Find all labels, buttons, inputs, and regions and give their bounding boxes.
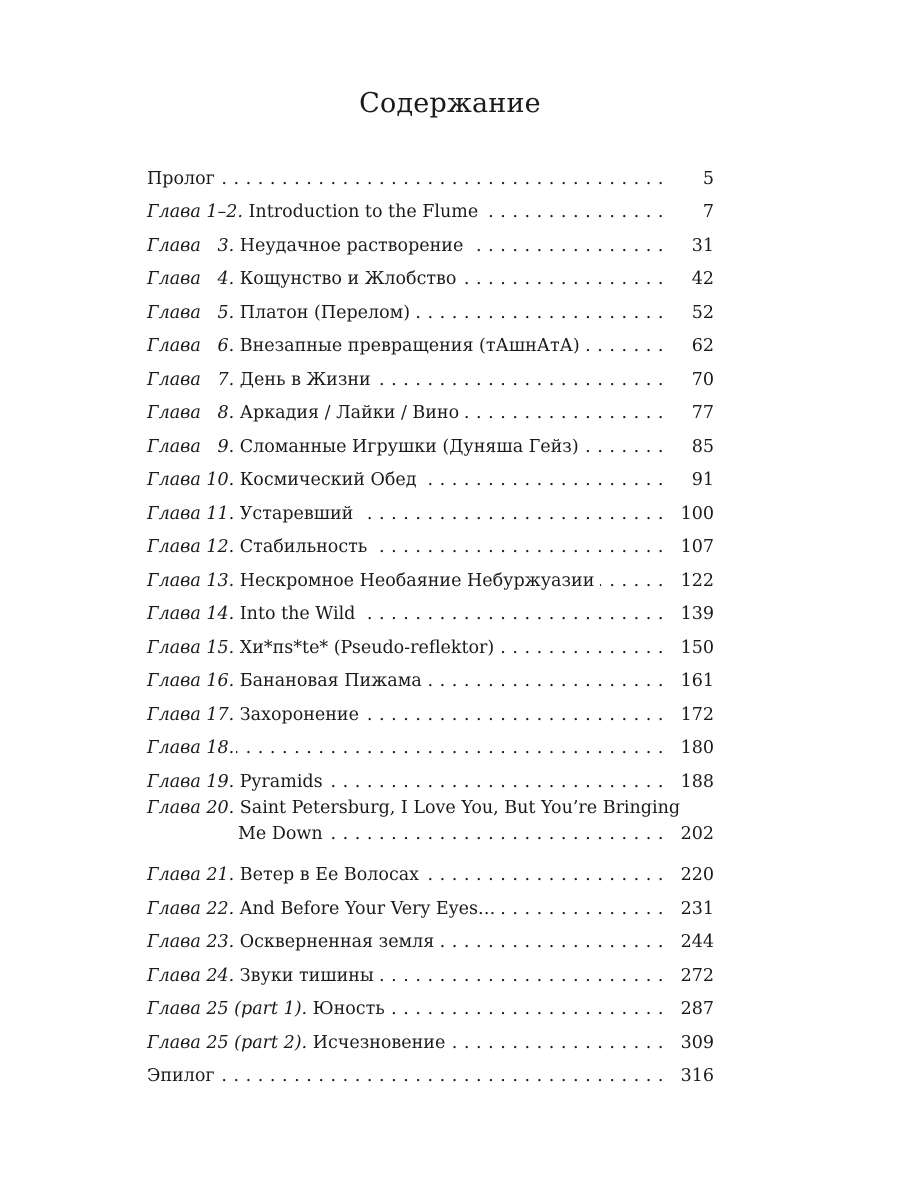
dot-leader: [329, 821, 664, 847]
chapter-label: Глава 15.: [147, 637, 235, 658]
toc-page-number: 100: [680, 503, 714, 524]
chapter-label: Глава 1–2.: [147, 202, 243, 222]
dot-leader: [585, 434, 664, 460]
toc-entry: [147, 694, 714, 728]
toc-entry-title: And Before Your Very Eyes…: [239, 898, 496, 919]
dot-leader: [600, 568, 664, 594]
chapter-label: Глава 21.: [147, 865, 235, 885]
chapter-label: Глава 22.: [147, 898, 235, 919]
toc-entry: [147, 259, 714, 293]
toc-entry-epilogue: [147, 1056, 714, 1090]
chapter-label: Глава 8.: [147, 403, 235, 423]
toc-entry-title: Saint Petersburg, I Love You, But You’re Bringing: [239, 797, 681, 818]
toc-entry-title: Аркадия / Лайки / Вино: [239, 403, 460, 423]
dot-leader: [221, 166, 664, 192]
toc-page-number: 180: [680, 738, 714, 758]
toc-entry-title: Introduction to the Flume: [248, 202, 479, 222]
toc-entry-title: Звуки тишины: [239, 965, 374, 986]
dot-leader: [325, 769, 664, 795]
dot-leader: [361, 601, 664, 627]
toc-entry-title: Сломанные Игрушки (Дуняша Гейз): [239, 436, 579, 457]
toc-entry-title: Pyramids: [239, 771, 323, 792]
toc-entry: [147, 761, 714, 795]
toc-entry-title: Юность: [312, 999, 385, 1019]
toc-entry: [147, 225, 714, 259]
toc-entry: [147, 594, 714, 628]
toc-entry: [147, 493, 714, 527]
table-of-contents: [147, 158, 714, 1089]
toc-entry: [147, 326, 714, 360]
toc-entry-title: Ветер в Ее Волосах: [239, 865, 420, 885]
toc-page-number: 62: [691, 336, 714, 356]
toc-page-number: 85: [691, 436, 714, 457]
dot-leader: [365, 702, 664, 728]
dot-leader: [465, 400, 664, 426]
toc-page-number: 31: [691, 235, 714, 256]
dot-leader: [501, 896, 664, 922]
chapter-label: Глава 16.: [147, 671, 235, 691]
toc-page-number: 5: [702, 168, 714, 189]
dot-leader: [391, 996, 664, 1022]
chapter-label: Глава 25 (part 1).: [147, 999, 308, 1019]
toc-entry-title: Космический Обед: [239, 470, 417, 490]
toc-entry-title: Неудачное растворение: [239, 235, 464, 256]
chapter-label: Глава 24.: [147, 965, 235, 986]
toc-entry-title: Устаревший: [239, 503, 354, 524]
toc-page-number: 316: [680, 1066, 714, 1086]
toc-page-number: 231: [680, 898, 714, 919]
toc-entry: [147, 955, 714, 989]
chapter-label: Глава 18.: [147, 738, 235, 758]
toc-entry: [147, 292, 714, 326]
toc-page-number: 122: [680, 570, 714, 591]
toc-page-number: 52: [691, 302, 714, 323]
toc-page-number: 150: [680, 637, 714, 658]
toc-page-number: 202: [680, 823, 714, 844]
toc-entry: [147, 989, 714, 1023]
toc-entry: [147, 627, 714, 661]
chapter-label: Глава 25 (part 2).: [147, 1032, 308, 1053]
toc-entry-title: Банановая Пижама: [239, 671, 422, 691]
toc-page-number: 272: [680, 965, 714, 986]
dot-leader: [586, 333, 664, 359]
chapter-label: Глава 3.: [147, 235, 235, 256]
toc-page-number: 7: [702, 202, 714, 222]
toc-entry-title: Захоронение: [239, 704, 359, 725]
toc-entry: [147, 922, 714, 956]
toc-entry-prologue: [147, 158, 714, 192]
chapter-label: Глава 10.: [147, 470, 235, 490]
dot-leader: [380, 963, 664, 989]
toc-page-number: 70: [691, 369, 714, 390]
toc-entry-title: Исчезновение: [312, 1032, 446, 1053]
toc-entry: [147, 728, 714, 762]
dot-leader: [425, 862, 664, 888]
toc-entry-title: Xи*пs*te* (Pseudo-reflektor): [239, 637, 495, 658]
toc-entry: [147, 855, 714, 889]
toc-entry-title: День в Жизни: [239, 369, 371, 390]
chapter-label: Глава 19.: [147, 771, 235, 792]
toc-page-number: 309: [680, 1032, 714, 1053]
toc-page-number: 107: [680, 537, 714, 557]
dot-leader: [221, 1063, 664, 1089]
toc-page-number: 287: [680, 999, 714, 1019]
dot-leader: [377, 367, 664, 393]
toc-entry: [147, 795, 714, 855]
dot-leader: [236, 735, 664, 761]
dot-leader: [500, 635, 664, 661]
toc-entry-title: Платон (Перелом): [239, 302, 411, 323]
toc-entry: [147, 359, 714, 393]
dot-leader: [416, 300, 664, 326]
chapter-label: Глава 7.: [147, 369, 235, 390]
dot-leader: [462, 266, 664, 292]
dot-leader: [451, 1030, 664, 1056]
dot-leader: [373, 534, 664, 560]
toc-page-number: 91: [691, 470, 714, 490]
dot-leader: [428, 668, 664, 694]
toc-entry: [147, 426, 714, 460]
toc-entry-title: Стабильность: [239, 537, 368, 557]
toc-page-number: 139: [680, 604, 714, 624]
chapter-label: Глава 17.: [147, 704, 235, 725]
toc-page-number: 188: [680, 771, 714, 792]
toc-page-number: 220: [680, 865, 714, 885]
toc-entry: [147, 888, 714, 922]
toc-page-number: 77: [691, 403, 714, 423]
dot-leader: [440, 929, 664, 955]
chapter-label: Глава 6.: [147, 336, 235, 356]
toc-entry-title: Эпилог: [147, 1066, 215, 1086]
chapter-label: Глава 23.: [147, 932, 235, 952]
toc-page-number: 172: [680, 704, 714, 725]
chapter-label: Глава 14.: [147, 604, 235, 624]
toc-entry-title: Нескромное Необаяние Небуржуазии: [239, 570, 595, 591]
dot-leader: [359, 501, 664, 527]
toc-entry-title: Оскверненная земля: [239, 932, 435, 952]
toc-entry: [147, 460, 714, 494]
toc-entry: [147, 393, 714, 427]
page-title: Содержание: [359, 88, 541, 119]
chapter-label: Глава 13.: [147, 570, 235, 591]
toc-entry-title: Пролог: [147, 168, 215, 189]
toc-entry: [147, 1022, 714, 1056]
toc-entry-title: Внезапные превращения (тАшнАтА): [239, 336, 580, 356]
toc-entry: [147, 661, 714, 695]
chapter-label: Глава 9.: [147, 436, 235, 457]
toc-page-number: 244: [680, 932, 714, 952]
toc-entry: [147, 192, 714, 226]
chapter-label: Глава 4.: [147, 269, 235, 289]
dot-leader: [423, 467, 665, 493]
toc-entry-title-continued: Me Down: [238, 823, 323, 844]
dot-leader: [469, 233, 664, 259]
chapter-label: Глава 5.: [147, 302, 235, 323]
chapter-label: Глава 11.: [147, 503, 235, 524]
toc-page-number: 161: [680, 671, 714, 691]
dot-leader: [484, 199, 664, 225]
toc-entry-title: Кощунство и Жлобство: [239, 269, 457, 289]
toc-page-number: 42: [691, 269, 714, 289]
toc-entry-title: Into the Wild: [239, 604, 356, 624]
toc-entry: [147, 560, 714, 594]
chapter-label: Глава 12.: [147, 537, 235, 557]
toc-entry: [147, 527, 714, 561]
chapter-label: Глава 20.: [147, 797, 235, 818]
